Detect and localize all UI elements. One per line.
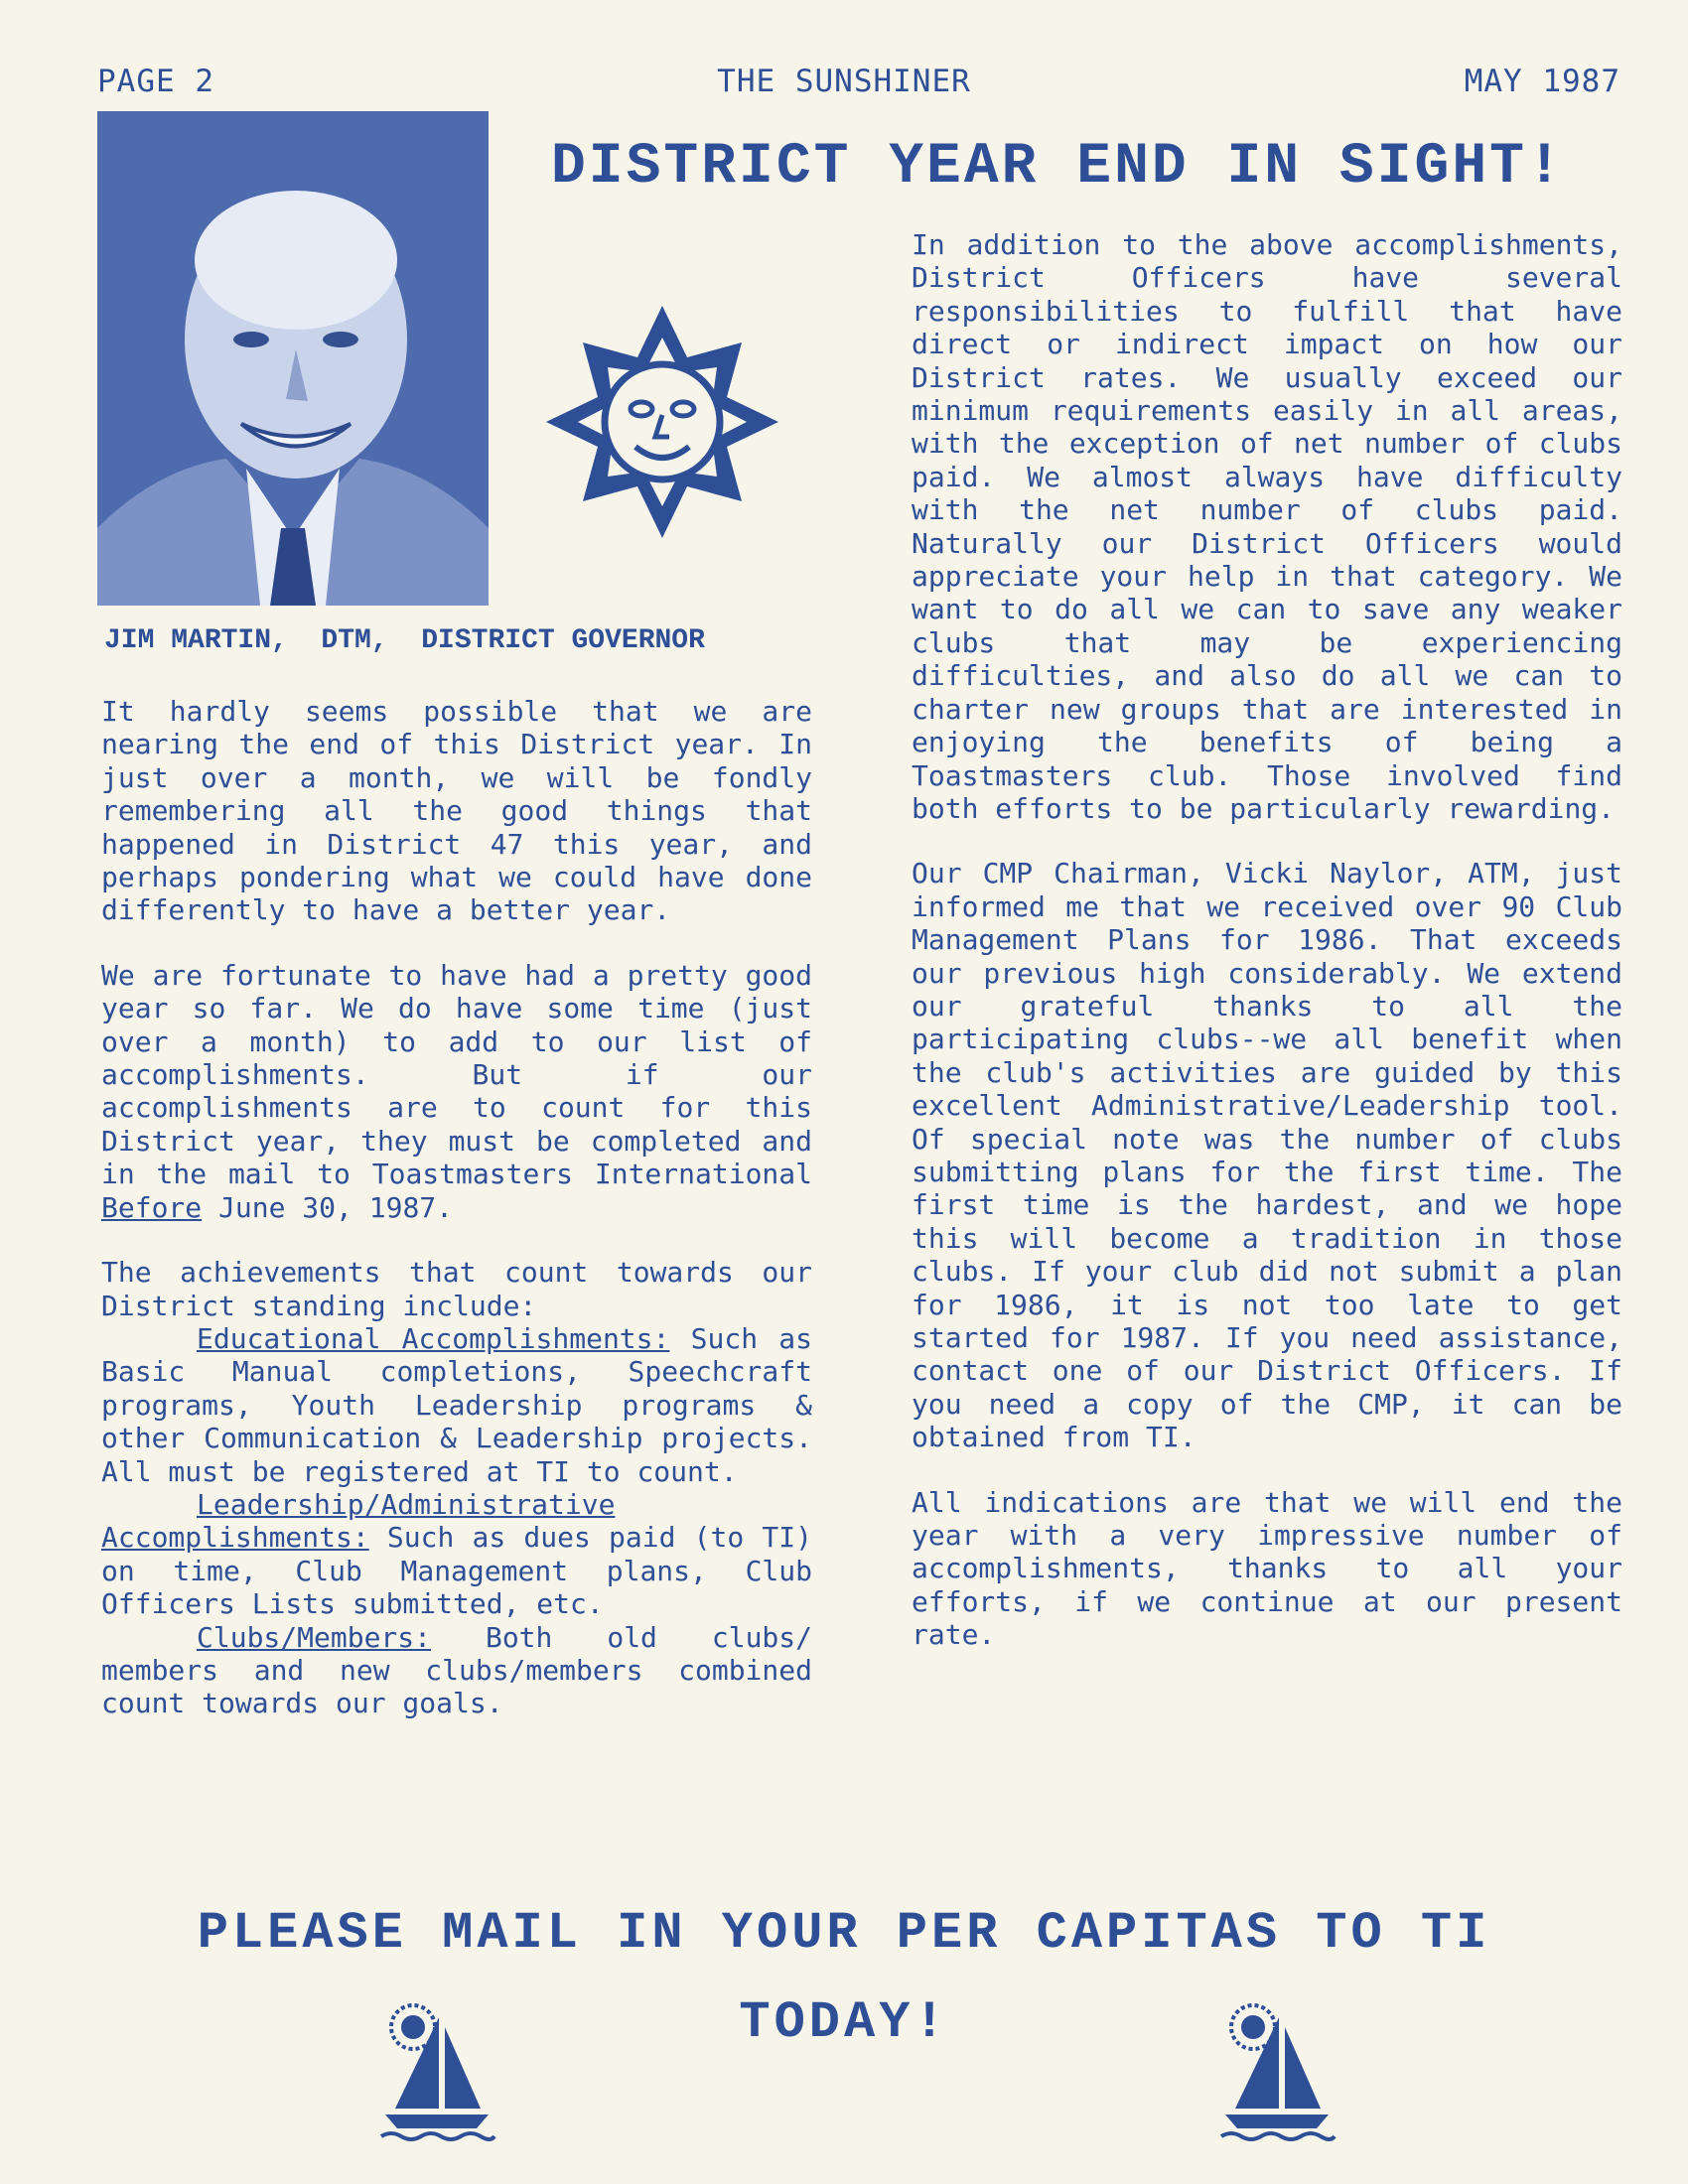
paragraph: It hardly seems possible that we are nearing the end of this District year. In just over a month, we will be fondly remembering all the good things that happened in District 47 this year, and perhaps pondering what we could have done differently to have a better year.: [101, 695, 812, 927]
list-item-text: Both old clubs/ members and new clubs/members combined count towards our goals.: [101, 1620, 812, 1720]
page-number: PAGE 2: [97, 64, 214, 99]
sailboat-icon: [1217, 1997, 1336, 2146]
list-item-text: Such as Basic Manual completions, Speechcraft programs, Youth Leadership programs & other Communication & Leadership projects. All must be registered at TI to count.: [101, 1321, 812, 1488]
left-column: [101, 695, 812, 1720]
portrait-illustration: [97, 111, 489, 606]
paragraph: Our CMP Chairman, Vicki Naylor, ATM, just informed me that we received over 90 Club Management Plans for 1986. That exceeds our previous high considerably. We extend our grateful thanks to all the participating clubs--we all benefit when the club's activities are guided by this excellent Administrative/Leadership tool. Of special note was the number of clubs submitting plans for the first time. The first time is the hardest, and we hope this will become a tradition in those clubs. If your club did not submit a plan for 1986, it is not too late to get started for 1987. If you need assistance, contact one of our District Officers. If you need a copy of the CMP, it can be obtained from TI.: [912, 857, 1622, 1454]
list-item-title: Educational Accomplishments:: [197, 1321, 670, 1355]
headline: DISTRICT YEAR END IN SIGHT!: [551, 135, 1565, 200]
list-item-title: Clubs/Members:: [197, 1620, 432, 1654]
sailboat-icon: [377, 1997, 496, 2146]
text-run: We are fortunate to have had a pretty good year so far. We do have some time (just over a month) to add to our list of accomplishments. But if our accomplishments are to count for this District year, they must be completed and in the mail to Toastmasters International: [101, 958, 812, 1191]
paragraph: All indications are that we will end the year with a very impressive number of accomplishments, thanks to all your efforts, if we continue at our present rate.: [912, 1485, 1622, 1652]
right-column: [912, 228, 1622, 1684]
paragraph: [101, 959, 812, 1224]
paragraph: In addition to the above accomplishments, District Officers have several responsibilities to fulfill that have direct or indirect impact on how our District rates. We usually exceed our minimum requirements easily in all areas, with the exception of net number of clubs paid. We almost always have difficulty with the net number of clubs paid. Naturally our District Officers would appreciate your help in that category. We want to do all we can to save any weaker clubs that may be experiencing difficulties, and also do all we can to charter new groups that are interested in enjoying the benefits of being a Toastmasters club. Those involved find both efforts to be particularly rewarding.: [912, 228, 1622, 825]
footer-banner-line-2: TODAY!: [739, 1993, 949, 2052]
list-item-title: Leadership/Administrative Accomplishments:: [101, 1487, 616, 1555]
list-intro: The achievements that count towards our District standing include:: [101, 1256, 812, 1322]
publication-title: THE SUNSHINER: [717, 64, 971, 99]
portrait-photo: [97, 111, 489, 606]
underlined-word: Before: [101, 1190, 203, 1224]
achievements-list: [101, 1256, 812, 1720]
text-run: June 30, 1987.: [202, 1190, 454, 1224]
sun-face-icon: [538, 298, 786, 546]
list-item-text: Such as dues paid (to TI) on time, Club Management plans, Club Officers Lists submitted, etc.: [101, 1521, 812, 1621]
photo-caption: JIM MARTIN, DTM, DISTRICT GOVERNOR: [104, 625, 705, 656]
footer-banner-line-1: PLEASE MAIL IN YOUR PER CAPITAS TO TI: [197, 1904, 1491, 1963]
issue-date: MAY 1987: [1464, 64, 1620, 99]
